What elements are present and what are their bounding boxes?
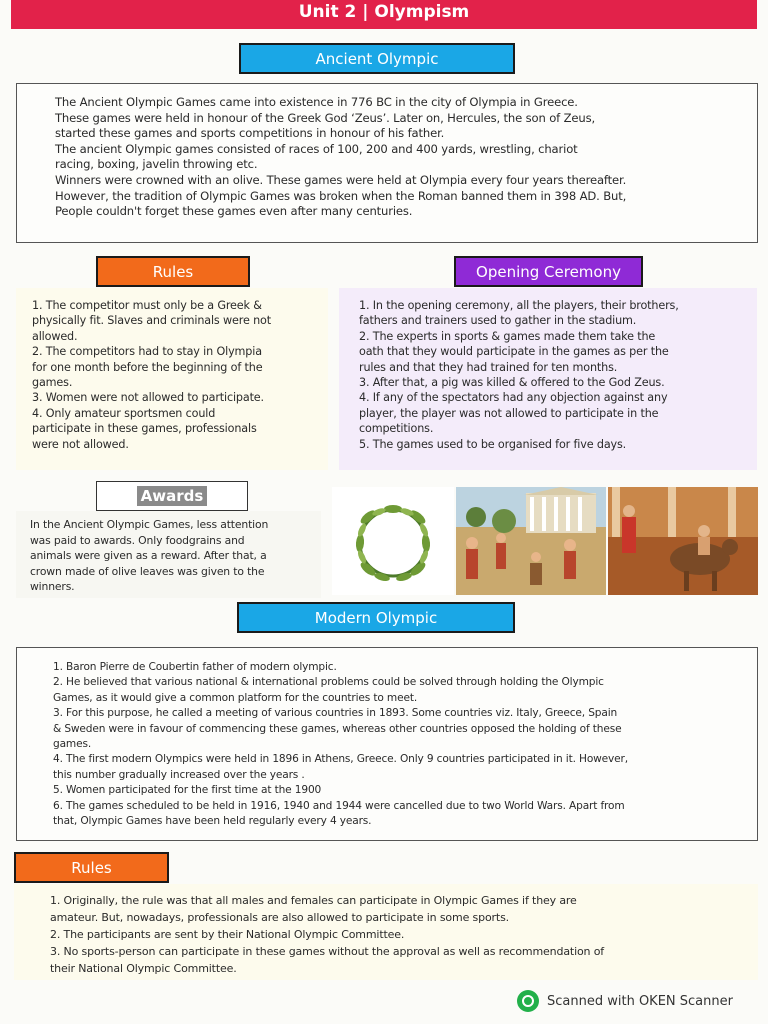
ancient-line: However, the tradition of Olympic Games was broken when the Roman banned them in 398 AD. But, — [55, 188, 627, 203]
modern-rule-line: 1. Originally, the rule was that all males and females can participate in Olympic Games if they are — [50, 894, 577, 907]
ancient-olympic-box — [16, 83, 758, 243]
ancient-line: started these games and sports competitions in honour of his father. — [55, 126, 445, 141]
ancient-athletes-painting-image — [608, 487, 758, 595]
ancient-line: The Ancient Olympic Games came into existence in 776 BC in the city of Olympia in Greece. — [55, 95, 578, 109]
modern-rule-line: their National Olympic Committee. — [50, 962, 237, 975]
modern-rule-line: 3. No sports-person can participate in these games without the approval as well as recommendation of — [50, 945, 605, 958]
opening-line: 2. The experts in sports & games made them take the — [359, 329, 656, 343]
scanner-text: Scanned with OKEN Scanner — [547, 993, 733, 1009]
awards-heading-label: Awards — [137, 486, 208, 506]
opening-ceremony-panel — [339, 288, 757, 470]
rule-line: were not allowed. — [32, 437, 129, 451]
rule-line: games. — [32, 376, 73, 390]
rule-line: participate in these games, professionals — [32, 422, 257, 436]
opening-line: competitions. — [359, 422, 434, 436]
rule-line: allowed. — [32, 329, 78, 343]
rule-line: physically fit. Slaves and criminals were not — [32, 314, 271, 328]
awards-line: winners. — [30, 580, 75, 594]
rule-line: 4. Only amateur sportsmen could — [32, 406, 216, 420]
ancient-stadium-painting-image — [456, 487, 606, 595]
ancient-line: The ancient Olympic games consisted of races of 100, 200 and 400 yards, wrestling, chariot — [55, 141, 578, 156]
ancient-olympic-heading: Ancient Olympic — [239, 43, 515, 74]
ancient-olympic-text — [55, 95, 626, 220]
opening-line: fathers and trainers used to gather in the stadium. — [359, 314, 637, 328]
modern-line: 2. He believed that various national & international problems could be solved through holding the Olympic — [53, 676, 604, 689]
oken-scanner-logo-icon — [517, 990, 539, 1012]
awards-line: animals were given as a reward. After that, a — [30, 549, 267, 563]
ancient-line: These games were held in honour of the Greek God ‘Zeus’. Later on, Hercules, the son of Zeus, — [55, 110, 596, 125]
modern-rule-line: amateur. But, nowadays, professionals are also allowed to participate in some sports. — [50, 911, 509, 924]
modern-rules-text — [50, 892, 604, 977]
awards-text — [30, 517, 268, 595]
modern-olympic-heading: Modern Olympic — [237, 602, 515, 633]
rule-line: 3. Women were not allowed to participate. — [32, 391, 264, 405]
opening-line: player, the player was not allowed to participate in the — [359, 406, 659, 420]
modern-line: & Sweden were in favour of commencing these games, whereas other countries opposed the holding of these — [53, 722, 622, 735]
opening-ceremony-text — [359, 298, 679, 452]
olive-wreath-image — [332, 487, 454, 595]
rule-line: 1. The competitor must only be a Greek & — [32, 299, 262, 312]
awards-panel — [16, 511, 321, 598]
modern-rules-heading: Rules — [14, 852, 169, 883]
modern-line: 3. For this purpose, he called a meeting of various countries in 1893. Some countries viz. Italy, Greece, Spain — [53, 707, 618, 720]
modern-line: 5. Women participated for the first time at the 1900 — [53, 784, 322, 797]
modern-line: 1. Baron Pierre de Coubertin father of modern olympic. — [53, 661, 337, 673]
modern-line: Games, as it would give a common platform for the countries to meet. — [53, 691, 418, 704]
modern-line: 4. The first modern Olympics were held in 1896 in Athens, Greece. Only 9 countries participated in it. However, — [53, 753, 628, 766]
opening-line: 4. If any of the spectators had any objection against any — [359, 391, 668, 405]
opening-line: rules and that they had trained for ten months. — [359, 360, 618, 374]
opening-line: 5. The games used to be organised for five days. — [359, 437, 627, 451]
opening-line: 1. In the opening ceremony, all the players, their brothers, — [359, 299, 679, 312]
awards-heading — [96, 481, 248, 511]
opening-ceremony-heading: Opening Ceremony — [454, 256, 643, 287]
page-title: Unit 2 | Olympism — [11, 0, 757, 29]
ancient-rules-heading: Rules — [96, 256, 250, 287]
modern-line: games. — [53, 738, 92, 751]
modern-olympic-box — [16, 647, 758, 841]
opening-line: oath that they would participate in the games as per the — [359, 345, 669, 359]
ancient-line: People couldn't forget these games even after many centuries. — [55, 204, 413, 219]
modern-olympic-text — [53, 660, 628, 829]
awards-line: was paid to awards. Only foodgrains and — [30, 533, 245, 547]
rule-line: for one month before the beginning of the — [32, 360, 263, 374]
awards-line: In the Ancient Olympic Games, less attention — [30, 518, 269, 531]
opening-line: 3. After that, a pig was killed & offered to the God Zeus. — [359, 376, 665, 390]
ancient-line: Winners were crowned with an olive. These games were held at Olympia every four years thereafter. — [55, 172, 627, 187]
modern-rule-line: 2. The participants are sent by their National Olympic Committee. — [50, 928, 405, 941]
scanner-watermark — [517, 990, 733, 1012]
awards-line: crown made of olive leaves was given to the — [30, 564, 265, 578]
modern-line: this number gradually increased over the years . — [53, 768, 305, 781]
modern-line: 6. The games scheduled to be held in 1916, 1940 and 1944 were cancelled due to two World Wars. Apart from — [53, 799, 625, 812]
modern-line: that, Olympic Games have been held regularly every 4 years. — [53, 815, 372, 828]
rule-line: 2. The competitors had to stay in Olympia — [32, 345, 262, 359]
ancient-rules-panel — [16, 288, 328, 470]
ancient-line: racing, boxing, javelin throwing etc. — [55, 157, 258, 172]
modern-rules-panel — [14, 884, 758, 980]
ancient-rules-text — [32, 298, 271, 452]
